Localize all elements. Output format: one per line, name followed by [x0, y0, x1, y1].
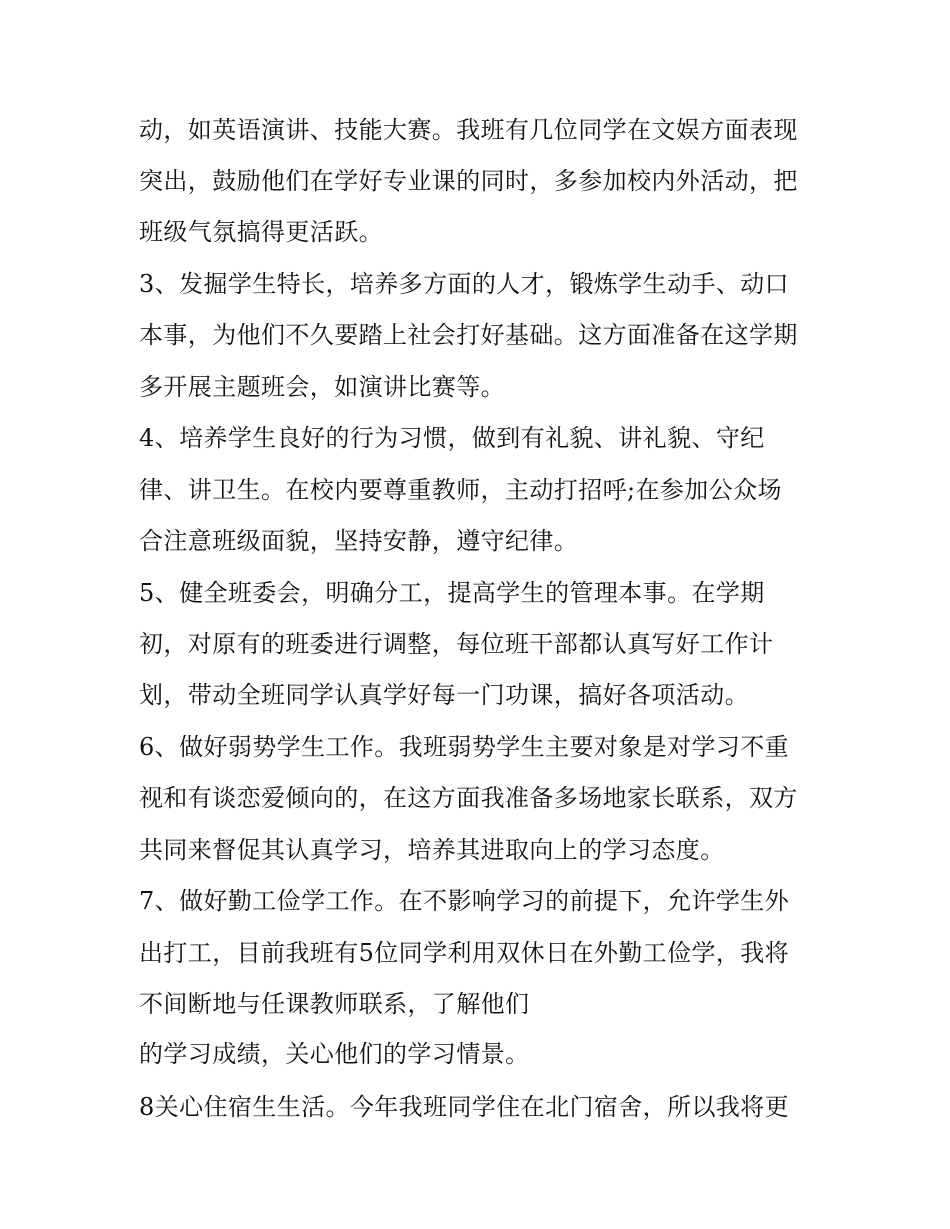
- text-line: 4、培养学生良好的行为习惯，做到有礼貌、讲礼貌、守纪: [139, 424, 765, 452]
- text-line: 划，带动全班同学认真学好每一门功课，搞好各项活动。: [139, 681, 749, 709]
- text-line: 7、做好勤工俭学工作。在不影响学习的前提下，允许学生外: [139, 887, 790, 915]
- text-line: 不间断地与任课教师联系，了解他们: [139, 990, 530, 1018]
- text-line: 动，如英语演讲、技能大赛。我班有几位同学在文娱方面表现: [139, 116, 798, 144]
- text-line: 共同来督促其认真学习，培养其进取向上的学习态度。: [139, 836, 725, 864]
- text-line: 6、做好弱势学生工作。我班弱势学生主要对象是对学习不重: [139, 733, 790, 761]
- text-line: 本事，为他们不久要踏上社会打好基础。这方面准备在这学期: [139, 321, 798, 349]
- text-line: 5、健全班委会，明确分工，提高学生的管理本事。在学期: [139, 579, 765, 607]
- text-line: 班级气氛搞得更活跃。: [139, 218, 383, 246]
- text-line: 8关心住宿生生活。今年我班同学住在北门宿舍，所以我将更: [139, 1093, 790, 1121]
- text-line: 合注意班级面貌，坚持安静，遵守纪律。: [139, 527, 579, 555]
- text-line: 突出，鼓励他们在学好专业课的同时，多参加校内外活动，把: [139, 167, 798, 195]
- text-line: 律、讲卫生。在校内要尊重教师，主动打招呼;在参加公众场: [139, 476, 782, 504]
- text-line: 的学习成绩，关心他们的学习情景。: [139, 1040, 530, 1068]
- text-line: 出打工，目前我班有5位同学利用双休日在外勤工俭学，我将: [139, 939, 790, 967]
- text-line: 初，对原有的班委进行调整，每位班干部都认真写好工作计: [139, 630, 774, 658]
- text-line: 多开展主题班会，如演讲比赛等。: [139, 373, 505, 401]
- text-line: 3、发掘学生特长，培养多方面的人才，锻炼学生动手、动口: [139, 270, 790, 298]
- text-line: 视和有谈恋爱倾向的，在这方面我准备多场地家长联系，双方: [139, 784, 798, 812]
